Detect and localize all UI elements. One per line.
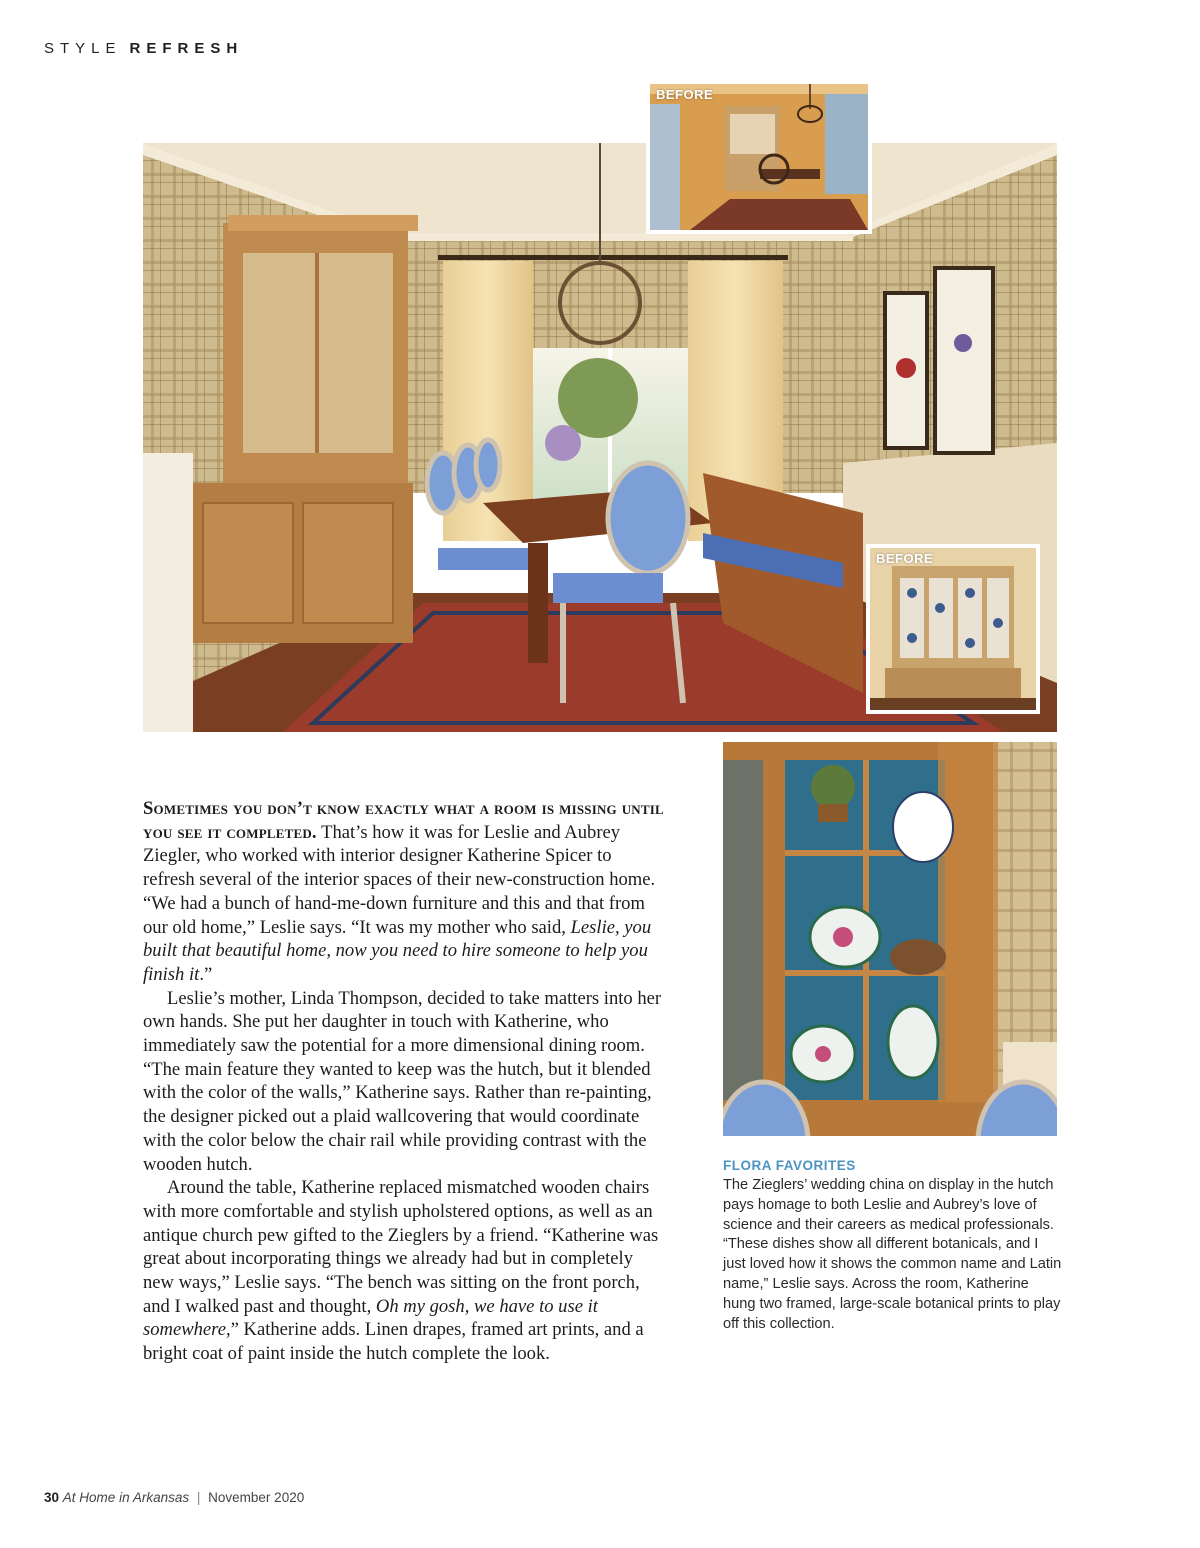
article-paragraph-1 [143,797,665,987]
paragraph-3-text-a: Around the table, Katherine replaced mismatched wooden chairs with more comfortable and stylish upholstered options, as well as an antique church pew gifted to the Zieglers by a friend. “Katherine was great about incorporating things we already had but in completely new ways,” Leslie says. “The bench was sitting on the front porch, and I walked past and thought, [143,1177,659,1317]
section-label-style: STYLE [44,40,122,57]
caption-body: The Zieglers’ wedding china on display in the hutch pays homage to both Leslie and Aubrey’s love of science and their careers as medical professionals. “These dishes show all different botanicals, and I just loved how it shows the common name and Latin name,” Leslie says. Across the room, Katherine hung two framed, large-scale botanical prints to play off this collection. [723,1177,1062,1332]
footer-separator: | [196,1490,201,1505]
section-label-refresh: REFRESH [129,40,244,57]
article-body [143,797,665,1366]
article-lead-in: Sometimes you don’t know exactly what a room is missing until you see it completed. [143,798,664,843]
page-footer [44,1490,304,1505]
magazine-name: At Home in Arkansas [62,1490,190,1505]
before-photo-dining-room [646,80,872,234]
paragraph-3-quote: Oh my gosh, we have to use it somewhere [143,1295,598,1341]
issue-date: November 2020 [208,1490,305,1505]
hutch-china-illustration [723,742,1057,1136]
paragraph-1-quote: Leslie, you built that beautiful home, now you need to hire someone to help you finish it [143,916,652,985]
before-hutch-illustration [870,548,1036,710]
article-paragraph-2: Leslie’s mother, Linda Thompson, decided to take matters into her own hands. She put her daughter in touch with Katherine, who immediately saw the potential for a more dimensional dining room. “The main feature they wanted to keep was the hutch, but it blended with the color of the walls,” Katherine says. Rather than re-painting, the designer picked out a plaid wallcovering that would coordinate with the color below the chair rail while providing contrast with the wooden hutch. [143,987,662,1175]
hutch-china-photo [723,742,1057,1136]
paragraph-1-text-b: .” [199,963,213,985]
page-number: 30 [44,1490,60,1505]
section-label [44,40,243,57]
photo-caption [723,1158,1063,1334]
caption-title: FLORA FAVORITES [723,1158,856,1173]
paragraph-3-text-b: ,” Katherine adds. Linen drapes, framed art prints, and a bright coat of paint inside the hutch complete the look. [143,1319,644,1365]
before-dining-illustration [650,84,868,230]
article-paragraph-3 [143,1176,665,1366]
before-label-2: BEFORE [876,551,934,566]
before-label-1: BEFORE [656,87,714,102]
paragraph-1-text-a: That’s how it was for Leslie and Aubrey Ziegler, who worked with interior designer Katherine Spicer to refresh several of the interior spaces of their new-construction home. “We had a bunch of hand-me-down furniture and this and that from our old home,” Leslie says. “It was my mother who said, [143,821,656,938]
before-photo-hutch [866,544,1040,714]
